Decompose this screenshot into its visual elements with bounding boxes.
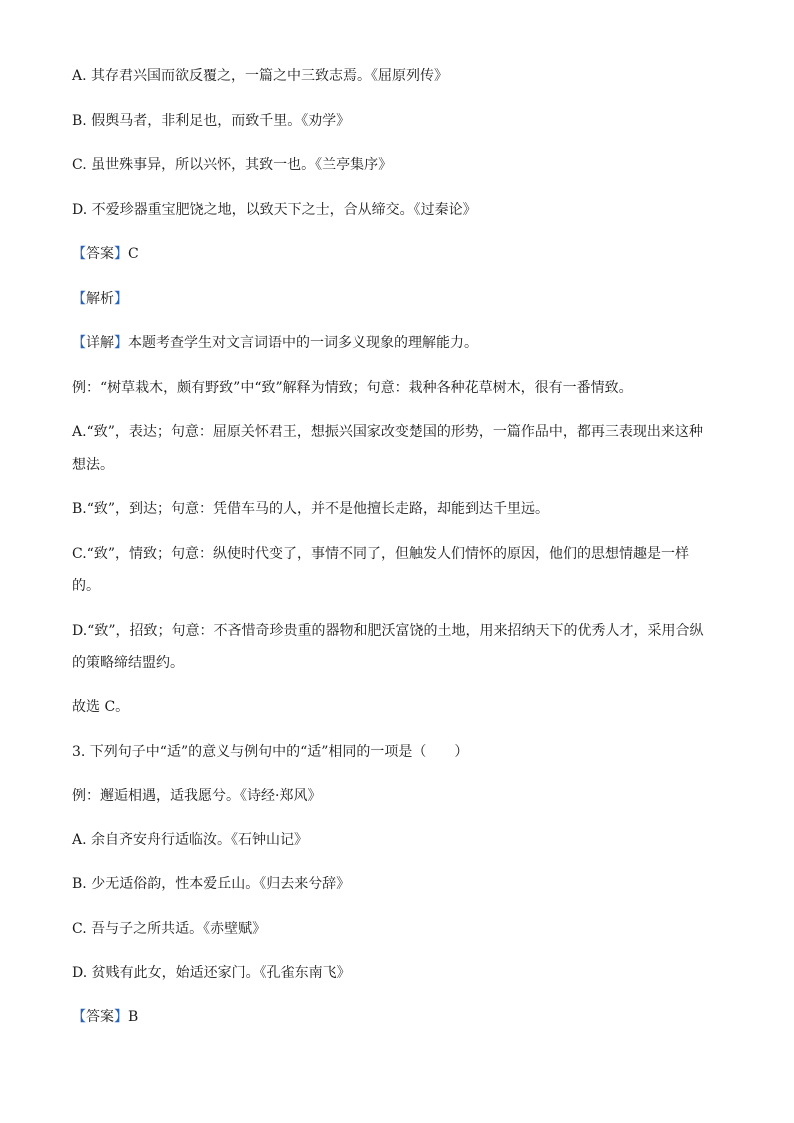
q2-analysis-heading [72,289,722,310]
bracket-open: 【 [72,291,86,307]
q3-stem: 3. 下列句子中“适”的意义与例句中的“适”相同的一项是（ ） [72,744,469,760]
q2-detail [72,333,722,354]
q3-option-b: B. 少无适俗韵，性本爱丘山。《归去来兮辞》 [72,876,351,892]
bracket-close: 】 [114,335,128,351]
q3-option-c: C. 吾与子之所共适。《赤壁赋》 [72,921,267,937]
analysis-label: 解析 [86,291,114,307]
answer-label: 答案 [86,1009,114,1025]
q3-answer [72,1007,722,1028]
q2-explanation-d-line1: D.“致”，招致；句意：不吝惜奇珍贵重的器物和肥沃富饶的土地，用来招纳天下的优秀人才，采用合纵 [72,623,704,639]
q2-option-c: C. 虽世殊事异，所以兴怀，其致一也。《兰亭集序》 [72,157,393,173]
q2-conclusion: 故选 C。 [72,699,130,715]
bracket-close: 】 [114,291,128,307]
bracket-open: 【 [72,1009,86,1025]
answer-value: B [128,1009,139,1025]
q2-answer [72,244,722,265]
bracket-open: 【 [72,335,86,351]
q2-option-b: B. 假舆马者，非利足也，而致千里。《劝学》 [72,113,351,129]
q2-explanation-c-line1: C.“致”，情致；句意：纵使时代变了，事情不同了，但触发人们情怀的原因，他们的思想情趣是一样 [72,546,689,562]
answer-value: C [128,246,139,262]
q2-explanation-b: B.“致”，到达；句意：凭借车马的人，并不是他擅长走路，却能到达千里远。 [72,501,550,517]
q2-example: 例：“树草栽木，颇有野致”中“致”解释为情致；句意：栽种各种花草树木，很有一番情致。 [72,380,633,396]
q2-explanation-a-line1: A.“致”，表达；句意：屈原关怀君王，想振兴国家改变楚国的形势，一篇作品中，都再三表现出来这种 [72,424,703,440]
q3-option-a: A. 余自齐安舟行适临汝。《石钟山记》 [72,832,309,848]
q2-option-d: D. 不爱珍器重宝肥饶之地，以致天下之士，合从缔交。《过秦论》 [72,202,477,218]
answer-label: 答案 [86,246,114,262]
detail-text: 本题考查学生对文言词语中的一词多义现象的理解能力。 [128,335,478,351]
q2-explanation-c-line2: 的。 [72,578,100,594]
q2-explanation-a-line2: 想法。 [72,457,114,473]
bracket-open: 【 [72,246,86,262]
detail-label: 详解 [86,335,114,351]
q3-option-d: D. 贫贱有此女，始适还家门。《孔雀东南飞》 [72,965,351,981]
q3-example: 例：邂逅相遇，适我愿兮。《诗经·郑风》 [72,788,322,804]
bracket-close: 】 [114,246,128,262]
bracket-close: 】 [114,1009,128,1025]
q2-option-a: A. 其存君兴国而欲反覆之，一篇之中三致志焉。《屈原列传》 [72,68,449,84]
q2-explanation-d-line2: 的策略缔结盟约。 [72,655,184,671]
